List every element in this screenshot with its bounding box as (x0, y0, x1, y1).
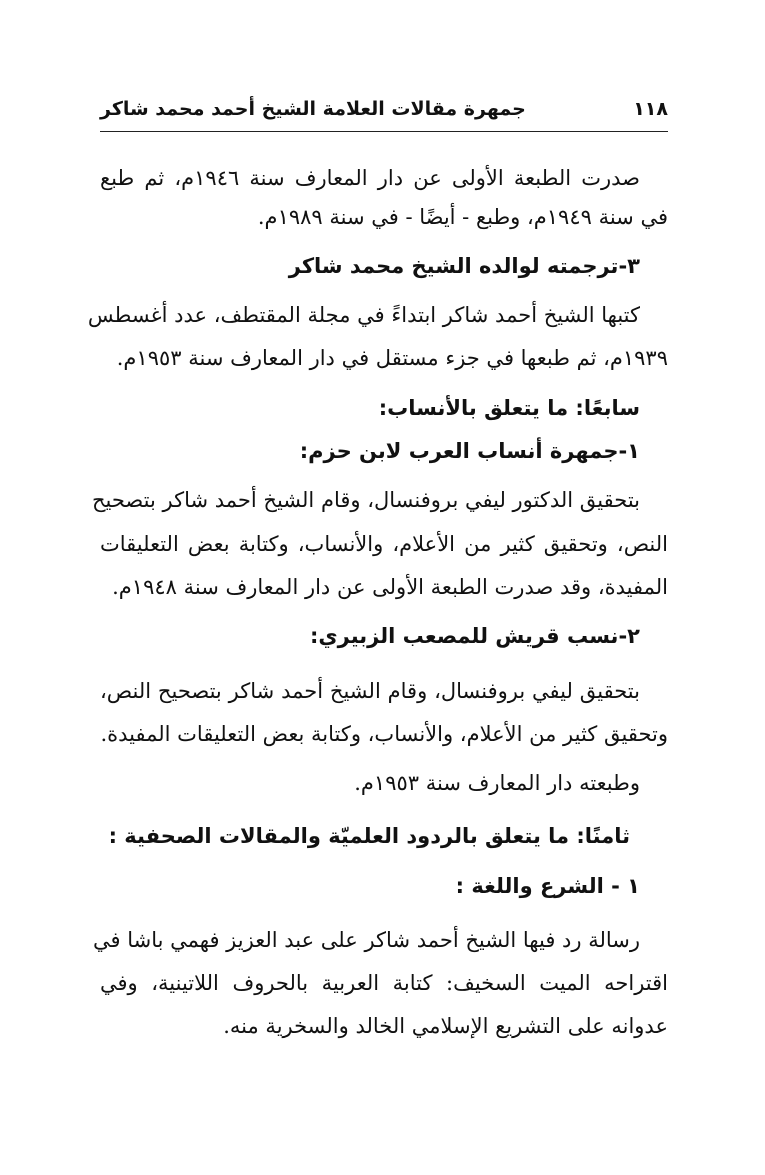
running-title: جمهرة مقالات العلامة الشيخ أحمد محمد شاكر (100, 98, 526, 120)
page-number: ١١٨ (633, 98, 668, 120)
paragraph-line: وطبعته دار المعارف سنة ١٩٥٣م. (354, 771, 640, 795)
paragraph-line: اقتراحه الميت السخيف: كتابة العربية بالحروف اللاتينية، وفي (100, 971, 668, 995)
paragraph-line: عدوانه على التشريع الإسلامي الخالد والسخرية منه. (223, 1014, 668, 1038)
paragraph-line: النص، وتحقيق كثير من الأعلام، والأنساب، وكتابة بعض التعليقات (100, 532, 668, 556)
section-heading: ٣-ترجمته لوالده الشيخ محمد شاكر (288, 254, 640, 278)
section-heading: ١-جمهرة أنساب العرب لابن حزم: (299, 439, 640, 463)
section-heading: ٢-نسب قريش للمصعب الزبيري: (310, 624, 640, 648)
paragraph-line: ١٩٣٩م، ثم طبعها في جزء مستقل في دار المعارف سنة ١٩٥٣م. (116, 346, 668, 370)
section-heading: ١ - الشرع واللغة : (455, 874, 640, 898)
paragraph-line: رسالة رد فيها الشيخ أحمد شاكر على عبد العزيز فهمي باشا في (93, 928, 640, 952)
paragraph-line: المفيدة، وقد صدرت الطبعة الأولى عن دار المعارف سنة ١٩٤٨م. (112, 575, 668, 599)
page-header (100, 92, 668, 126)
paragraph-line: في سنة ١٩٤٩م، وطبع - أيضًا - في سنة ١٩٨٩م. (257, 205, 668, 229)
paragraph-line: بتحقيق الدكتور ليفي بروفنسال، وقام الشيخ أحمد شاكر بتصحيح (91, 488, 640, 512)
paragraph-line: وتحقيق كثير من الأعلام، والأنساب، وكتابة بعض التعليقات المفيدة. (100, 722, 668, 746)
paragraph-line: كتبها الشيخ أحمد شاكر ابتداءً في مجلة المقتطف، عدد أغسطس (87, 303, 640, 327)
section-heading: ثامنًا: ما يتعلق بالردود العلميّة والمقالات الصحفية : (108, 824, 630, 848)
paragraph-line: صدرت الطبعة الأولى عن دار المعارف سنة ١٩٤٦م، ثم طبع (100, 166, 640, 190)
header-rule (100, 131, 668, 132)
paragraph-line: بتحقيق ليفي بروفنسال، وقام الشيخ أحمد شاكر بتصحيح النص، (100, 679, 640, 703)
section-heading: سابعًا: ما يتعلق بالأنساب: (378, 396, 640, 420)
